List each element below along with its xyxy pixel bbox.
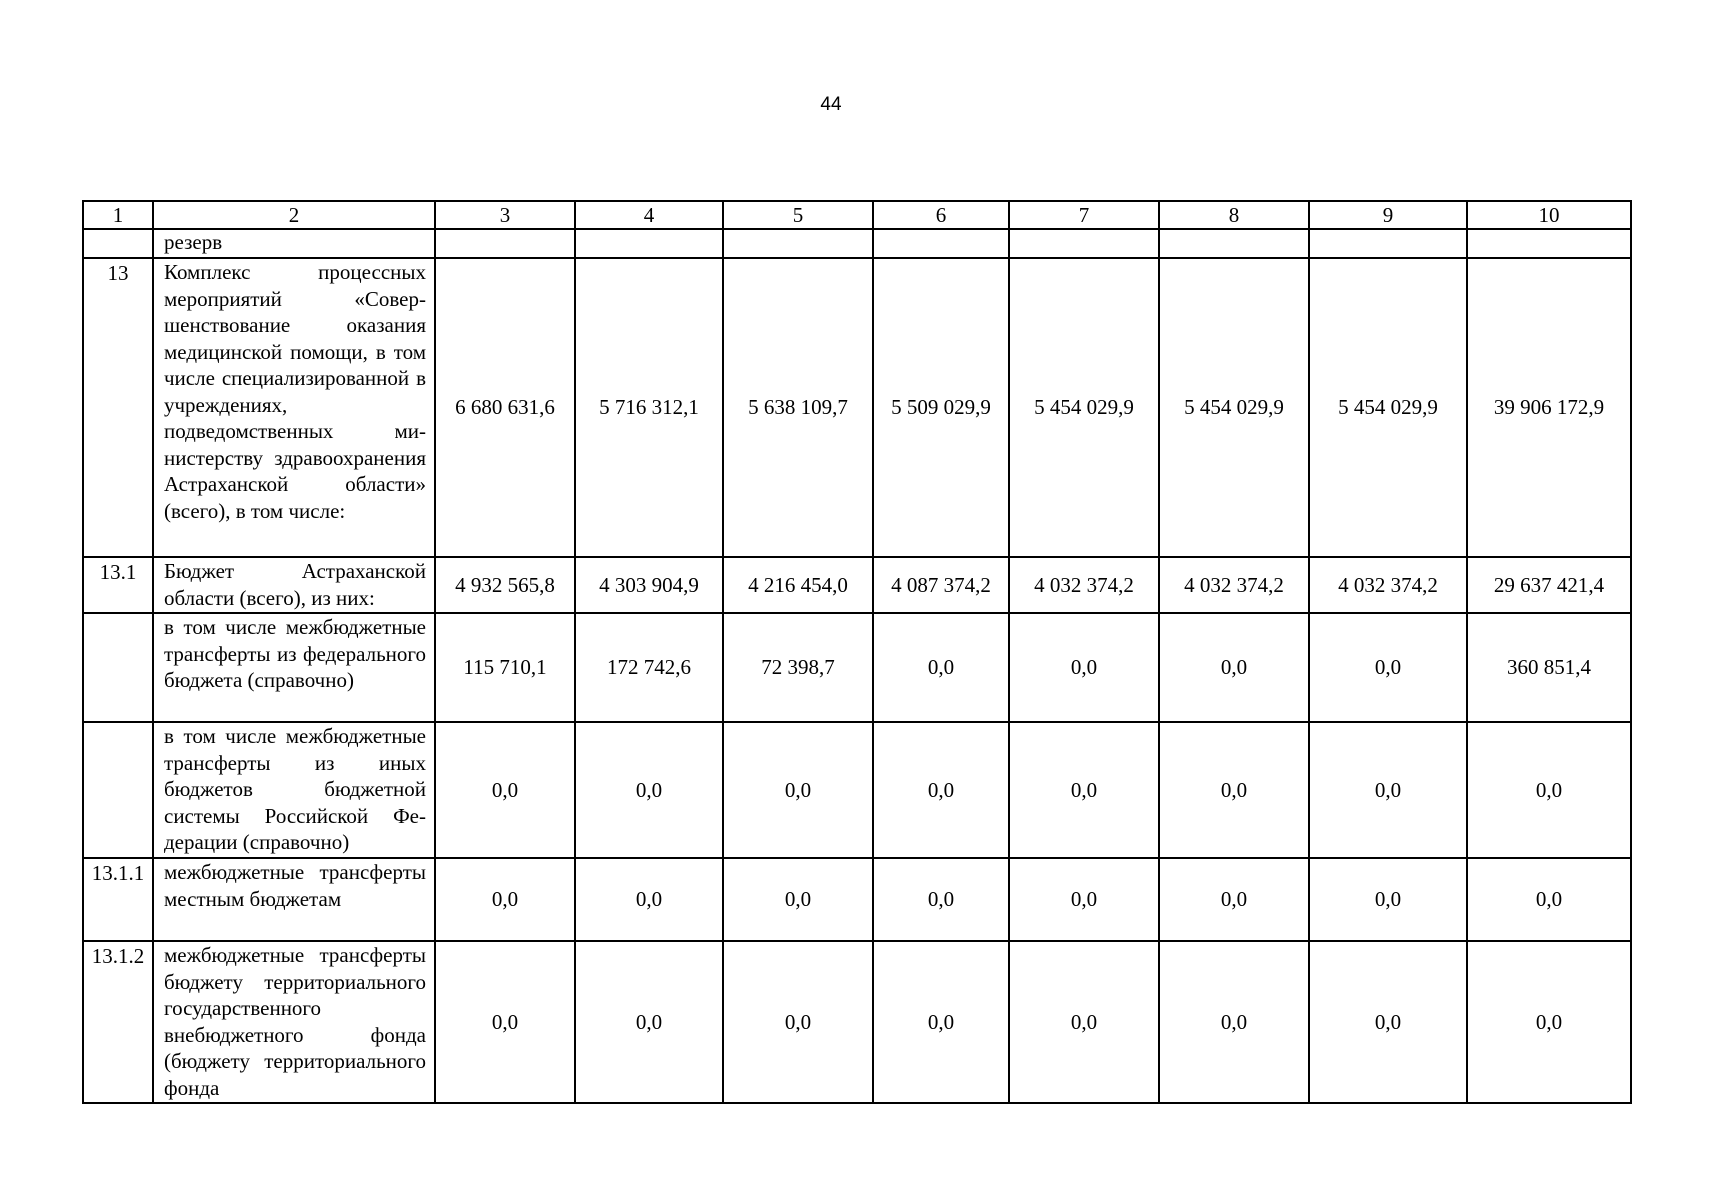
value-cell: 0,0 [873,941,1009,1103]
value-cell: 4 087 374,2 [873,557,1009,613]
row-description: межбюджетные трансферты местным бюджетам [153,858,435,941]
value-cell: 0,0 [575,722,723,858]
row-number [83,613,153,722]
table-row [83,941,1631,1103]
value-cell: 0,0 [1009,941,1159,1103]
row-number: 13 [83,258,153,557]
table-row [83,258,1631,557]
row-number: 13.1.1 [83,858,153,941]
value-cell: 0,0 [1009,858,1159,941]
value-cell: 72 398,7 [723,613,873,722]
row-description: в том числе межбюджетные трансферты из иных бюджетов бюджетной системы Российской Федерации (справочно) [153,722,435,858]
table-row [83,858,1631,941]
row-description: в том числе межбюджетные трансферты из федерального бюджета (справочно) [153,613,435,722]
value-cell: 0,0 [575,858,723,941]
value-cell: 0,0 [723,858,873,941]
value-cell: 0,0 [435,722,575,858]
value-cell: 4 216 454,0 [723,557,873,613]
value-cell: 0,0 [1159,941,1309,1103]
value-cell: 0,0 [435,858,575,941]
value-cell: 0,0 [1009,722,1159,858]
value-cell: 0,0 [575,941,723,1103]
value-cell: 172 742,6 [575,613,723,722]
row-description: резерв [153,229,435,258]
column-header-10: 10 [1467,201,1631,229]
value-cell: 5 454 029,9 [1009,258,1159,557]
row-description: Комплекс процессных мероприятий «Совершенствование оказания медицинской помощи, в том числе специализированной в учреждениях, подведомственных министерству здравоохранения Астраханской области» (всего), в том числе: [153,258,435,557]
value-cell: 5 638 109,7 [723,258,873,557]
value-cell: 0,0 [723,722,873,858]
value-cell: 0,0 [723,941,873,1103]
column-number-row [83,201,1631,229]
row-description: межбюджетные трансферты бюджету территориального государственного внебюджетного фонда (бюджету территориального фонда [153,941,435,1103]
value-cell [873,229,1009,258]
value-cell: 0,0 [1309,722,1467,858]
row-number [83,722,153,858]
column-header-6: 6 [873,201,1009,229]
column-header-4: 4 [575,201,723,229]
value-cell: 5 509 029,9 [873,258,1009,557]
value-cell [575,229,723,258]
value-cell: 5 716 312,1 [575,258,723,557]
value-cell: 115 710,1 [435,613,575,722]
column-header-5: 5 [723,201,873,229]
table-row [83,557,1631,613]
value-cell: 0,0 [873,858,1009,941]
column-header-8: 8 [1159,201,1309,229]
page-number: 44 [820,94,842,115]
column-header-7: 7 [1009,201,1159,229]
value-cell: 4 032 374,2 [1159,557,1309,613]
value-cell: 0,0 [1467,858,1631,941]
budget-table [82,200,1632,1104]
value-cell: 0,0 [1467,941,1631,1103]
value-cell: 0,0 [1467,722,1631,858]
value-cell: 0,0 [1009,613,1159,722]
value-cell [435,229,575,258]
column-header-1: 1 [83,201,153,229]
value-cell: 4 032 374,2 [1309,557,1467,613]
value-cell: 4 032 374,2 [1009,557,1159,613]
value-cell: 0,0 [1159,722,1309,858]
value-cell: 5 454 029,9 [1309,258,1467,557]
table-row [83,722,1631,858]
value-cell: 0,0 [1309,613,1467,722]
value-cell: 360 851,4 [1467,613,1631,722]
value-cell: 29 637 421,4 [1467,557,1631,613]
table-row [83,613,1631,722]
value-cell [1159,229,1309,258]
value-cell: 5 454 029,9 [1159,258,1309,557]
value-cell [1309,229,1467,258]
value-cell: 0,0 [1309,858,1467,941]
table-row [83,229,1631,258]
column-header-3: 3 [435,201,575,229]
row-description: Бюджет Астраханской области (всего), из них: [153,557,435,613]
column-header-2: 2 [153,201,435,229]
row-number: 13.1 [83,557,153,613]
value-cell: 0,0 [435,941,575,1103]
value-cell [723,229,873,258]
value-cell [1467,229,1631,258]
value-cell: 4 932 565,8 [435,557,575,613]
value-cell: 0,0 [1159,858,1309,941]
row-number [83,229,153,258]
row-number: 13.1.2 [83,941,153,1103]
value-cell: 0,0 [1309,941,1467,1103]
value-cell: 0,0 [873,722,1009,858]
value-cell: 6 680 631,6 [435,258,575,557]
value-cell [1009,229,1159,258]
value-cell: 0,0 [1159,613,1309,722]
value-cell: 39 906 172,9 [1467,258,1631,557]
column-header-9: 9 [1309,201,1467,229]
value-cell: 0,0 [873,613,1009,722]
value-cell: 4 303 904,9 [575,557,723,613]
